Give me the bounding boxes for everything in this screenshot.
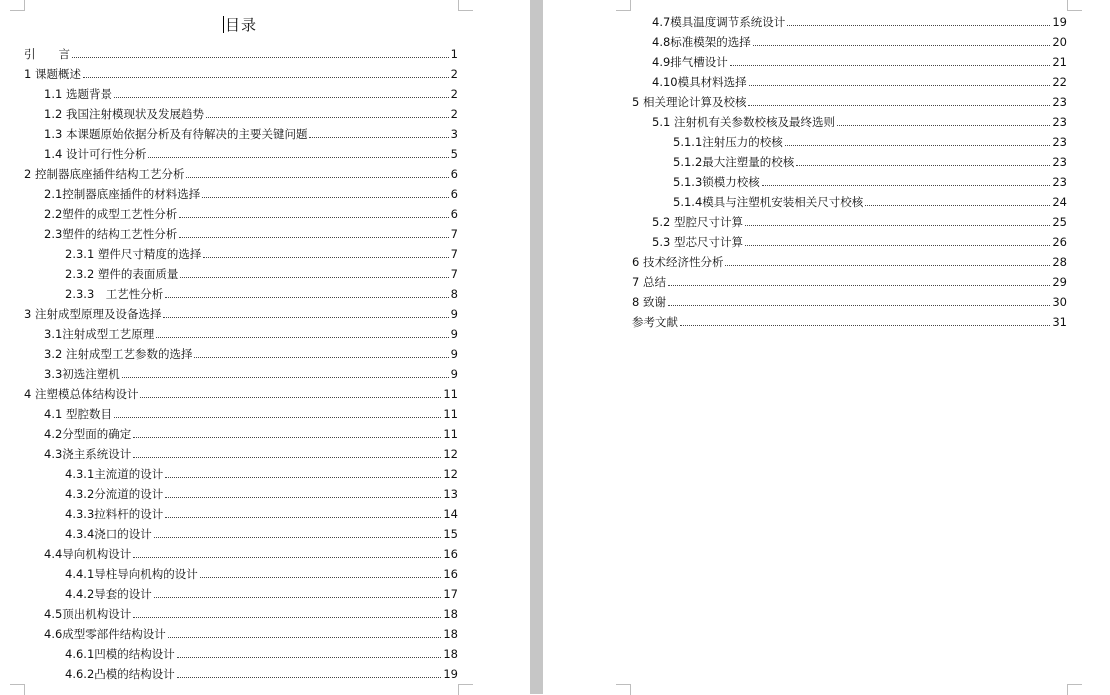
toc-entry[interactable] bbox=[632, 129, 1067, 149]
toc-entry-title: 2.2塑件的成型工艺性分析 bbox=[44, 207, 178, 221]
crop-mark bbox=[616, 684, 631, 695]
toc-entry-page-number: 7 bbox=[450, 267, 458, 281]
toc-entry-title: 1 课题概述 bbox=[24, 67, 81, 81]
crop-mark bbox=[458, 684, 473, 695]
toc-entry-page-number: 23 bbox=[1052, 95, 1067, 109]
toc-entry-title: 4.3.2分流道的设计 bbox=[65, 487, 164, 501]
toc-entry[interactable] bbox=[24, 101, 458, 121]
toc-dot-leader bbox=[753, 45, 1051, 46]
toc-entry[interactable] bbox=[632, 89, 1067, 109]
toc-entry-title: 4.8标准模架的选择 bbox=[652, 35, 751, 49]
toc-entry[interactable] bbox=[632, 249, 1067, 269]
toc-entry[interactable] bbox=[24, 121, 458, 141]
toc-entry[interactable] bbox=[632, 189, 1067, 209]
toc-entry-title: 4.6.2凸模的结构设计 bbox=[65, 667, 175, 681]
toc-entry[interactable] bbox=[24, 421, 458, 441]
toc-entry[interactable] bbox=[24, 41, 458, 61]
toc-entry-page-number: 19 bbox=[1052, 15, 1067, 29]
crop-mark bbox=[10, 684, 25, 695]
toc-entry-page-number: 5 bbox=[450, 147, 458, 161]
toc-dot-leader bbox=[749, 85, 1051, 86]
page-gutter bbox=[530, 0, 543, 694]
toc-entry-title: 1.1 选题背景 bbox=[44, 87, 112, 101]
toc-entry-title: 5.1.4模具与注塑机安装相关尺寸校核 bbox=[673, 195, 864, 209]
toc-dot-leader bbox=[194, 357, 448, 358]
toc-entry-title: 4.4.1导柱导向机构的设计 bbox=[65, 567, 198, 581]
crop-mark bbox=[10, 0, 25, 11]
toc-dot-leader bbox=[787, 25, 1050, 26]
crop-mark bbox=[1067, 0, 1082, 11]
toc-entry[interactable] bbox=[24, 221, 458, 241]
toc-dot-leader bbox=[200, 577, 442, 578]
toc-entry-title: 3.3初选注塑机 bbox=[44, 367, 120, 381]
toc-entry-title: 参考文献 bbox=[632, 315, 678, 329]
toc-entry-title: 2.1控制器底座插件的材料选择 bbox=[44, 187, 201, 201]
toc-entry-title: 3.1注射成型工艺原理 bbox=[44, 327, 155, 341]
toc-dot-leader bbox=[177, 657, 442, 658]
crop-mark bbox=[458, 0, 473, 11]
toc-entry-title: 2.3.2 塑件的表面质量 bbox=[65, 267, 179, 281]
toc-entry-page-number: 25 bbox=[1052, 215, 1067, 229]
toc-dot-leader bbox=[762, 185, 1051, 186]
toc-entry-page-number: 11 bbox=[443, 427, 458, 441]
toc-entry-title: 4.6.1凹模的结构设计 bbox=[65, 647, 175, 661]
toc-entry-page-number: 31 bbox=[1052, 315, 1067, 329]
toc-entry-title: 4.1 型腔数目 bbox=[44, 407, 112, 421]
toc-entry-page-number: 8 bbox=[450, 287, 458, 301]
toc-entry-title: 引 言 bbox=[24, 47, 70, 61]
toc-entry[interactable] bbox=[632, 69, 1067, 89]
toc-entry-page-number: 7 bbox=[450, 247, 458, 261]
toc-entry-title: 1.4 设计可行性分析 bbox=[44, 147, 147, 161]
toc-entry[interactable] bbox=[24, 521, 458, 541]
toc-entry[interactable] bbox=[24, 501, 458, 521]
toc-list-left bbox=[24, 41, 458, 681]
toc-entry[interactable] bbox=[632, 49, 1067, 69]
toc-entry-title: 1.2 我国注射模现状及发展趋势 bbox=[44, 107, 204, 121]
toc-entry-page-number: 11 bbox=[443, 407, 458, 421]
toc-entry-page-number: 23 bbox=[1052, 115, 1067, 129]
toc-entry-title: 4.10模具材料选择 bbox=[652, 75, 747, 89]
toc-entry-title: 4.2分型面的确定 bbox=[44, 427, 132, 441]
toc-dot-leader bbox=[154, 597, 442, 598]
toc-entry-page-number: 21 bbox=[1052, 55, 1067, 69]
toc-entry-page-number: 15 bbox=[443, 527, 458, 541]
toc-entry-title: 4.9排气槽设计 bbox=[652, 55, 728, 69]
toc-dot-leader bbox=[203, 257, 448, 258]
toc-dot-leader bbox=[202, 197, 448, 198]
toc-entry-title: 4.5顶出机构设计 bbox=[44, 607, 132, 621]
toc-entry-title: 4.3.3拉料杆的设计 bbox=[65, 507, 164, 521]
toc-dot-leader bbox=[309, 137, 448, 138]
toc-dot-leader bbox=[83, 77, 449, 78]
toc-entry-page-number: 1 bbox=[450, 47, 458, 61]
toc-dot-leader bbox=[133, 617, 441, 618]
toc-dot-leader bbox=[745, 245, 1050, 246]
toc-dot-leader bbox=[206, 117, 449, 118]
toc-entry-page-number: 17 bbox=[443, 587, 458, 601]
toc-dot-leader bbox=[796, 165, 1050, 166]
toc-entry-title: 4.3浇主系统设计 bbox=[44, 447, 132, 461]
toc-entry[interactable] bbox=[24, 301, 458, 321]
toc-entry-page-number: 9 bbox=[450, 307, 458, 321]
toc-entry-title: 2.3.1 塑件尺寸精度的选择 bbox=[65, 247, 202, 261]
toc-entry-page-number: 28 bbox=[1052, 255, 1067, 269]
toc-entry[interactable] bbox=[24, 441, 458, 461]
toc-entry-page-number: 6 bbox=[450, 207, 458, 221]
toc-entry[interactable] bbox=[24, 281, 458, 301]
toc-dot-leader bbox=[785, 145, 1051, 146]
toc-entry-page-number: 30 bbox=[1052, 295, 1067, 309]
toc-entry-page-number: 23 bbox=[1052, 175, 1067, 189]
toc-entry-page-number: 24 bbox=[1052, 195, 1067, 209]
toc-entry-page-number: 7 bbox=[450, 227, 458, 241]
document-page-right bbox=[543, 0, 1110, 694]
toc-entry-title: 5 相关理论计算及校核 bbox=[632, 95, 747, 109]
toc-entry-title: 2 控制器底座插件结构工艺分析 bbox=[24, 167, 185, 181]
text-cursor bbox=[223, 16, 224, 33]
toc-entry[interactable] bbox=[24, 81, 458, 101]
crop-mark bbox=[616, 0, 631, 11]
toc-dot-leader bbox=[179, 217, 448, 218]
toc-entry-title: 2.3.3 工艺性分析 bbox=[65, 287, 164, 301]
toc-entry-page-number: 2 bbox=[450, 87, 458, 101]
toc-entry[interactable] bbox=[632, 149, 1067, 169]
toc-entry-page-number: 20 bbox=[1052, 35, 1067, 49]
toc-entry-title: 4.7模具温度调节系统设计 bbox=[652, 15, 786, 29]
toc-entry-title: 2.3塑件的结构工艺性分析 bbox=[44, 227, 178, 241]
toc-entry-page-number: 18 bbox=[443, 627, 458, 641]
toc-entry[interactable] bbox=[632, 9, 1067, 29]
toc-entry[interactable] bbox=[24, 321, 458, 341]
toc-entry-page-number: 2 bbox=[450, 67, 458, 81]
toc-entry-page-number: 12 bbox=[443, 447, 458, 461]
toc-dot-leader bbox=[165, 517, 441, 518]
toc-entry-page-number: 6 bbox=[450, 167, 458, 181]
toc-entry-page-number: 23 bbox=[1052, 155, 1067, 169]
toc-entry[interactable] bbox=[24, 361, 458, 381]
toc-entry-title: 5.1 注射机有关参数校核及最终选则 bbox=[652, 115, 835, 129]
toc-dot-leader bbox=[156, 337, 448, 338]
toc-entry-page-number: 16 bbox=[443, 547, 458, 561]
toc-entry[interactable] bbox=[24, 201, 458, 221]
toc-dot-leader bbox=[180, 277, 448, 278]
toc-entry-page-number: 12 bbox=[443, 467, 458, 481]
toc-dot-leader bbox=[114, 97, 449, 98]
toc-entry-page-number: 13 bbox=[443, 487, 458, 501]
toc-entry-title: 5.1.3锁模力校核 bbox=[673, 175, 760, 189]
toc-entry-page-number: 18 bbox=[443, 647, 458, 661]
toc-entry-page-number: 29 bbox=[1052, 275, 1067, 289]
toc-entry[interactable] bbox=[24, 241, 458, 261]
toc-entry[interactable] bbox=[24, 181, 458, 201]
toc-dot-leader bbox=[186, 177, 448, 178]
document-page-left bbox=[0, 0, 530, 694]
toc-entry-page-number: 9 bbox=[450, 367, 458, 381]
toc-entry[interactable] bbox=[24, 481, 458, 501]
toc-entry[interactable] bbox=[632, 209, 1067, 229]
toc-entry-page-number: 19 bbox=[443, 667, 458, 681]
toc-entry-page-number: 9 bbox=[450, 327, 458, 341]
toc-entry-title: 4.4导向机构设计 bbox=[44, 547, 132, 561]
toc-dot-leader bbox=[179, 237, 448, 238]
toc-entry[interactable] bbox=[24, 621, 458, 641]
toc-entry[interactable] bbox=[24, 541, 458, 561]
toc-entry-page-number: 18 bbox=[443, 607, 458, 621]
toc-dot-leader bbox=[668, 285, 1050, 286]
toc-entry-title: 3 注射成型原理及设备选择 bbox=[24, 307, 162, 321]
toc-entry-title: 5.1.2最大注塑量的校核 bbox=[673, 155, 795, 169]
toc-entry-page-number: 3 bbox=[450, 127, 458, 141]
toc-dot-leader bbox=[165, 477, 441, 478]
toc-entry[interactable] bbox=[24, 261, 458, 281]
toc-entry-page-number: 2 bbox=[450, 107, 458, 121]
toc-dot-leader bbox=[133, 457, 441, 458]
toc-dot-leader bbox=[745, 225, 1050, 226]
toc-dot-leader bbox=[865, 205, 1050, 206]
toc-entry-title: 4.4.2导套的设计 bbox=[65, 587, 152, 601]
toc-entry[interactable] bbox=[632, 269, 1067, 289]
toc-entry[interactable] bbox=[24, 61, 458, 81]
toc-entry-title: 6 技术经济性分析 bbox=[632, 255, 724, 269]
toc-entry[interactable] bbox=[632, 109, 1067, 129]
toc-dot-leader bbox=[177, 677, 442, 678]
toc-entry[interactable] bbox=[24, 381, 458, 401]
toc-entry[interactable] bbox=[632, 289, 1067, 309]
toc-entry-title: 4.6成型零部件结构设计 bbox=[44, 627, 166, 641]
toc-dot-leader bbox=[148, 157, 448, 158]
toc-entry[interactable] bbox=[632, 229, 1067, 249]
toc-dot-leader bbox=[680, 325, 1050, 326]
toc-entry-title: 4 注塑模总体结构设计 bbox=[24, 387, 139, 401]
toc-dot-leader bbox=[730, 65, 1051, 66]
toc-entry[interactable] bbox=[632, 29, 1067, 49]
toc-entry-title: 5.3 型芯尺寸计算 bbox=[652, 235, 743, 249]
toc-entry-title: 4.3.4浇口的设计 bbox=[65, 527, 152, 541]
toc-dot-leader bbox=[140, 397, 441, 398]
toc-dot-leader bbox=[837, 125, 1050, 126]
toc-dot-leader bbox=[668, 305, 1050, 306]
crop-mark bbox=[1067, 684, 1082, 695]
toc-entry-title: 8 致谢 bbox=[632, 295, 666, 309]
toc-entry[interactable] bbox=[24, 601, 458, 621]
toc-entry-title: 5.2 型腔尺寸计算 bbox=[652, 215, 743, 229]
toc-dot-leader bbox=[154, 537, 442, 538]
toc-entry-page-number: 6 bbox=[450, 187, 458, 201]
toc-entry-page-number: 23 bbox=[1052, 135, 1067, 149]
toc-dot-leader bbox=[168, 637, 442, 638]
toc-entry[interactable] bbox=[24, 641, 458, 661]
toc-dot-leader bbox=[133, 557, 441, 558]
toc-entry[interactable] bbox=[632, 309, 1067, 329]
toc-entry[interactable] bbox=[24, 661, 458, 681]
toc-entry-page-number: 9 bbox=[450, 347, 458, 361]
toc-dot-leader bbox=[165, 497, 441, 498]
toc-entry[interactable] bbox=[24, 341, 458, 361]
toc-dot-leader bbox=[163, 317, 448, 318]
toc-title[interactable]: 目录 bbox=[224, 16, 257, 34]
toc-dot-leader bbox=[122, 377, 449, 378]
toc-dot-leader bbox=[133, 437, 441, 438]
toc-entry-page-number: 16 bbox=[443, 567, 458, 581]
toc-entry-page-number: 14 bbox=[443, 507, 458, 521]
toc-entry-page-number: 11 bbox=[443, 387, 458, 401]
toc-entry[interactable] bbox=[24, 581, 458, 601]
toc-entry[interactable] bbox=[24, 141, 458, 161]
toc-entry-title: 5.1.1注射压力的校核 bbox=[673, 135, 783, 149]
toc-entry[interactable] bbox=[24, 461, 458, 481]
toc-list-right bbox=[632, 9, 1067, 329]
toc-entry[interactable] bbox=[24, 401, 458, 421]
toc-entry-page-number: 26 bbox=[1052, 235, 1067, 249]
toc-entry-page-number: 22 bbox=[1052, 75, 1067, 89]
toc-entry[interactable] bbox=[24, 161, 458, 181]
toc-entry-title: 7 总结 bbox=[632, 275, 666, 289]
toc-entry-title: 4.3.1主流道的设计 bbox=[65, 467, 164, 481]
toc-dot-leader bbox=[725, 265, 1050, 266]
toc-dot-leader bbox=[165, 297, 448, 298]
toc-dot-leader bbox=[748, 105, 1050, 106]
toc-entry-title: 3.2 注射成型工艺参数的选择 bbox=[44, 347, 193, 361]
toc-dot-leader bbox=[72, 57, 449, 58]
toc-entry[interactable] bbox=[24, 561, 458, 581]
toc-dot-leader bbox=[114, 417, 441, 418]
toc-entry[interactable] bbox=[632, 169, 1067, 189]
toc-entry-title: 1.3 本课题原始依据分析及有待解决的主要关键问题 bbox=[44, 127, 308, 141]
